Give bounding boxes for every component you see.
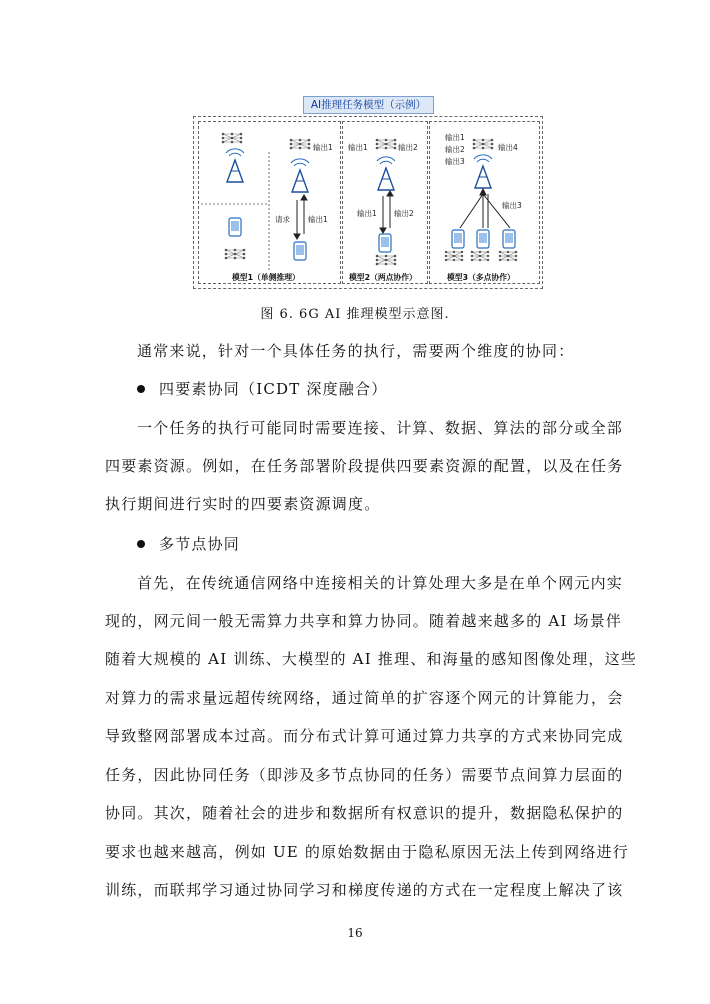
neural-net-icon (445, 251, 463, 261)
panel-2-output2-top-label: 输出2 (398, 143, 418, 152)
paragraph-line: 导致整网部署成本过高。而分布式计算可通过算力共享的方式来协同完成 (105, 727, 624, 745)
intro-paragraph: 通常来说，针对一个具体任务的执行，需要两个维度的协同： (137, 342, 575, 360)
paragraph-line: 四要素资源。例如，在任务部署阶段提供四要素资源的配置，以及在任务 (105, 457, 624, 475)
base-station-icon (226, 149, 244, 182)
neural-net-icon (499, 251, 517, 261)
panel-3-output3-label: 输出3 (445, 157, 465, 166)
paragraph-line: 一个任务的执行可能同时需要连接、计算、数据、算法的部分或全部 (137, 419, 624, 437)
panel-3-output3-mid-label: 输出3 (502, 201, 522, 210)
panel-3-output1-label: 输出1 (445, 133, 465, 142)
bullet-text: 四要素协同（ICDT 深度融合） (159, 380, 388, 398)
figure-caption: 图 6. 6G AI 推理模型示意图. (260, 307, 450, 322)
phone-icon (477, 230, 489, 248)
panel-model-1 (198, 121, 341, 284)
bullet-dot-icon (137, 385, 145, 393)
phone-icon (229, 218, 241, 236)
neural-net-icon (471, 251, 489, 261)
paragraph-line: 协同。其次，随着社会的进步和数据所有权意识的提升，数据隐私保护的 (105, 804, 624, 822)
bullet-item (137, 379, 387, 399)
phone-icon (379, 234, 391, 252)
panel-2-output1-mid-label: 输出1 (357, 209, 377, 218)
panel-3-caption: 模型3（多点协作） (447, 273, 515, 282)
paragraph-line: 执行期间进行实时的四要素资源调度。 (105, 495, 381, 513)
paragraph-line: 首先，在传统通信网络中连接相关的计算处理大多是在单个网元内实 (137, 574, 624, 592)
neural-net-icon (376, 255, 397, 266)
bullet-item (137, 534, 240, 554)
panel-3-output4-label: 输出4 (498, 143, 518, 152)
page-number: 16 (347, 926, 363, 940)
panel-2-output2-mid-label: 输出2 (394, 209, 414, 218)
phone-icon (294, 242, 306, 260)
panel-1-caption: 模型1（单侧推理） (232, 273, 300, 282)
phone-icon (452, 230, 464, 248)
phone-icon (503, 230, 515, 248)
neural-net-icon (222, 133, 243, 144)
panel-model-2 (342, 121, 428, 284)
paragraph-line: 要求也越来越高，例如 UE 的原始数据由于隐私原因无法上传到网络进行 (105, 843, 629, 861)
figure-title: AI推理任务模型（示例） (303, 96, 434, 114)
panel-1-output-down-label: 输出1 (308, 215, 328, 224)
paragraph-line: 随着大规模的 AI 训练、大模型的 AI 推理、和海量的感知图像处理，这些 (105, 650, 637, 668)
paragraph-line: 任务，因此协同任务（即涉及多节点协同的任务）需要节点间算力层面的 (105, 766, 624, 784)
neural-net-icon (290, 139, 311, 150)
paragraph-line: 训练，而联邦学习通过协同学习和梯度传递的方式在一定程度上解决了该 (105, 881, 624, 899)
base-station-icon (474, 155, 492, 188)
paragraph-line: 现的，网元间一般无需算力共享和算力协同。随着越来越多的 AI 场景伴 (105, 612, 623, 630)
base-station-icon (291, 159, 309, 192)
paragraph-line: 对算力的需求量远超传统网络，通过简单的扩容逐个网元的计算能力，会 (105, 689, 624, 707)
neural-net-icon (376, 139, 397, 150)
panel-1-output-label: 输出1 (313, 143, 333, 152)
neural-net-icon (473, 139, 494, 150)
panel-2-caption: 模型2（两点协作） (349, 273, 417, 282)
bullet-text: 多节点协同 (159, 535, 241, 553)
neural-net-icon (225, 249, 246, 260)
bullet-dot-icon (137, 540, 145, 548)
panel-1-request-label: 请求 (275, 215, 290, 224)
panel-2-output1-top-label: 输出1 (348, 143, 368, 152)
base-station-icon (377, 157, 395, 190)
ai-inference-figure (193, 96, 543, 289)
panel-3-output2-label: 输出2 (445, 145, 465, 154)
panel-model-3 (429, 121, 540, 284)
figure-frame (193, 116, 543, 289)
